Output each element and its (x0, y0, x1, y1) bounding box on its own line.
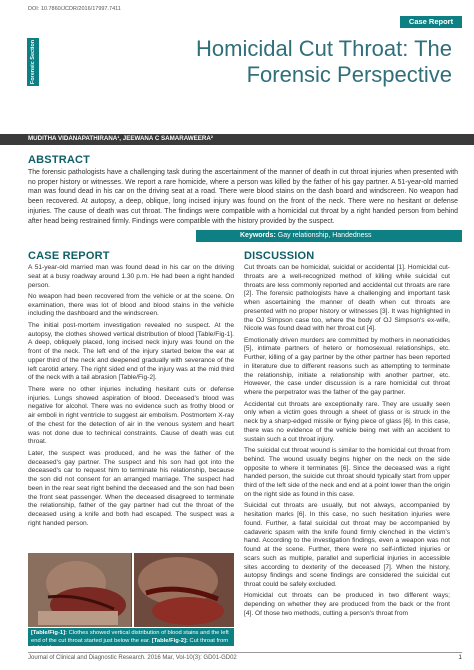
case-paragraph: No weapon had been recovered from the vehicle or at the scene. On examination, there was lot of blood and blood stains in the vehicle including the dashboard and the windscreen. (28, 292, 234, 318)
case-paragraph: The initial post-mortem investigation revealed no suspect. At the autopsy, the clothes showed vertical distribution of blood [Table/Fig-1]. A deep, obliquely placed, long incised neck injury was found on the front of the neck. The left end of the injury started below the ear at upper third of the neck and deepened gradually with severance of the left carotid artery. The right sided end of the injury was at the mid third of the neck with a tail abrasion [Table/Fig-2]. (28, 321, 234, 382)
figure-caption (28, 628, 234, 651)
article-title: Homicidal Cut Throat: The Forensic Perspective (196, 36, 452, 87)
journal-footer: Journal of Clinical and Diagnostic Research. 2016 Mar, Vol-10(3): GD01-GD02 (28, 655, 237, 661)
case-paragraph: A 51-year-old married man was found dead in his car on the driving seat at a busy roadway around 1.30 p.m. He had been a right handed person. (28, 264, 234, 289)
discussion-paragraph: Accidental cut throats are exceptionally rare. They are usually seen only when a victim goes through a sheet of glass or is struck in the neck by a sharp-edged missile or flying piece of glass [6]. In this case, there was no evidence of the vehicle being met with an accident to sustain such a cut throat injury. (244, 400, 450, 443)
abstract-heading: ABSTRACT (28, 154, 91, 166)
footer-divider (28, 652, 462, 653)
doi-text: DOI: 10.7860/JCDR/2016/17997.7411 (28, 6, 121, 12)
discussion-paragraph: Emotionally driven murders are committed by mothers in neonaticides [5], intimate partners of hetero or homosexual relationships, etc. Further, killing of a gay partner by the other partner has been reported in literature due to different reasons such as attempting to terminate the relationship, initiate a relationship with another partner, etc. However, the case under discussion is a rare homicidal cut throat where the perpetrator was the father of the gay partner. (244, 336, 450, 397)
abstract-text: The forensic pathologists have a challenging task during the ascertainment of the manner of death in cut throat injuries when presented with no proper history or witnesses. We report a rare homicide, where a person was killed by the father of his gay partner. A 51-year-old married man was found dead in his car on the driving seat at a road. There were blood stains on the dash board and windscreen. No weapon had been recovered. At autopsy, a deep, oblique, long incised injury was found on the front of the neck. There were no hesitant or defense injuries. The cause of death was cut throat. The findings were compatible with a homicidal cut throat by a right handed person from behind after head being restrained firmly. Findings were compatible with the history provided by the suspect. (28, 169, 458, 225)
case-paragraph: Later, the suspect was produced, and he was the father of the deceased's gay partner. The suspect and his son had got into the deceased's car to request him to terminate his relationship, because the son did not consent for an arranged marriage. The suspect had been in the rear seat right behind the deceased and the son had been the front seat passenger. When the deceased disagreed to terminate the relationship, father of the gay partner had cut the throat of the deceased using a knife and both had escaped. The suspect was a right handed person. (28, 449, 234, 527)
section-tab-label: Forensic Section (30, 39, 36, 85)
abstract-section (28, 154, 458, 226)
discussion-heading: DISCUSSION (244, 250, 315, 262)
case-report-heading: CASE REPORT (28, 250, 110, 262)
page-number: 1 (458, 654, 462, 661)
caption-text: Clothes showed vertical distribution of blood stains and the left end of the cut throat started just below the ear. (31, 630, 229, 644)
keywords-value: Gay relationship, Handedness (277, 232, 372, 239)
discussion-column (244, 250, 450, 621)
discussion-paragraph: Suicidal cut throats are usually, but not always, accompanied by hesitation marks [6]. In this case, no such hesitation injuries were found. Further, a fatal suicidal cut throat may be accompanied by cadaveric spasm with the knife found firmly clenched in the victim's hand. According to the investigation findings, even a weapon was not found at the scene. Further, there were no self-inflicted injuries or scars such as multiple, parallel and superficial injuries in accessible sites according to dexterity of the deceased [7]. When the history, autopsy findings and scene findings are considered the suicidal cut throat could be safely excluded. (244, 502, 450, 588)
discussion-paragraph: The suicidal cut throat wound is similar to the homicidal cut throat from behind. The wound usually begins higher on the neck on the side opposite to where it terminates [6]. Since the deceased was a right handed person, the suicide cut throat should typically start from upper third of the left side of the neck and end at a point lower than the origin on the right side as found in this case. (244, 447, 450, 498)
autopsy-photo (28, 553, 234, 627)
section-tab (27, 38, 39, 86)
case-report-column (28, 250, 234, 531)
author-bar (0, 134, 474, 145)
discussion-paragraph: Homicidal cut throats can be produced in two different ways; depending on whether they are produced from the back or the front [4]. Of those two methods, cutting a person's throat from (244, 592, 450, 617)
case-paragraph: There were no other injuries including hesitant cuts or defense injuries. Lungs showed aspiration of blood. Deceased's blood was negative for alcohol. There was no evidence such as frothy blood or air emboli in right ventricle to suggest air embolism. Postmortem X-ray of the chest for the detection of air in the venous system and heart was not done due to technical constraints. Cause of death was cut throat. (28, 385, 234, 446)
keywords-label: Keywords: (240, 232, 276, 239)
authors: MUDITHA VIDANAPATHIRANA¹, JEEWANA C SAMARAWEERA² (28, 135, 213, 142)
case-report-badge: Case Report (400, 16, 462, 28)
caption-label: [Table/Fig-1]: (31, 630, 67, 636)
keywords-bar (196, 230, 462, 242)
discussion-paragraph: Cut throats can be homicidal, suicidal or accidental [1]. Homicidal cut-throats are a well-recognized method of killing while suicidal cut throats are less commonly reported and accidental cut throats are rare [2]. The forensic pathologists have a challenging and important task when ascertaining the manner of death when cut throats are presented with no proper history or witnesses [3]. It was highlighted in the OJ Simpson case too, where the body of OJ Simpson's ex-wife, Nicole was found dead with her throat cut [4]. (244, 264, 450, 333)
autopsy-figure (28, 553, 234, 627)
caption-text-2: Cut throat from right side. (31, 637, 229, 651)
caption-label-2: [Table/Fig-2]: (151, 637, 188, 644)
